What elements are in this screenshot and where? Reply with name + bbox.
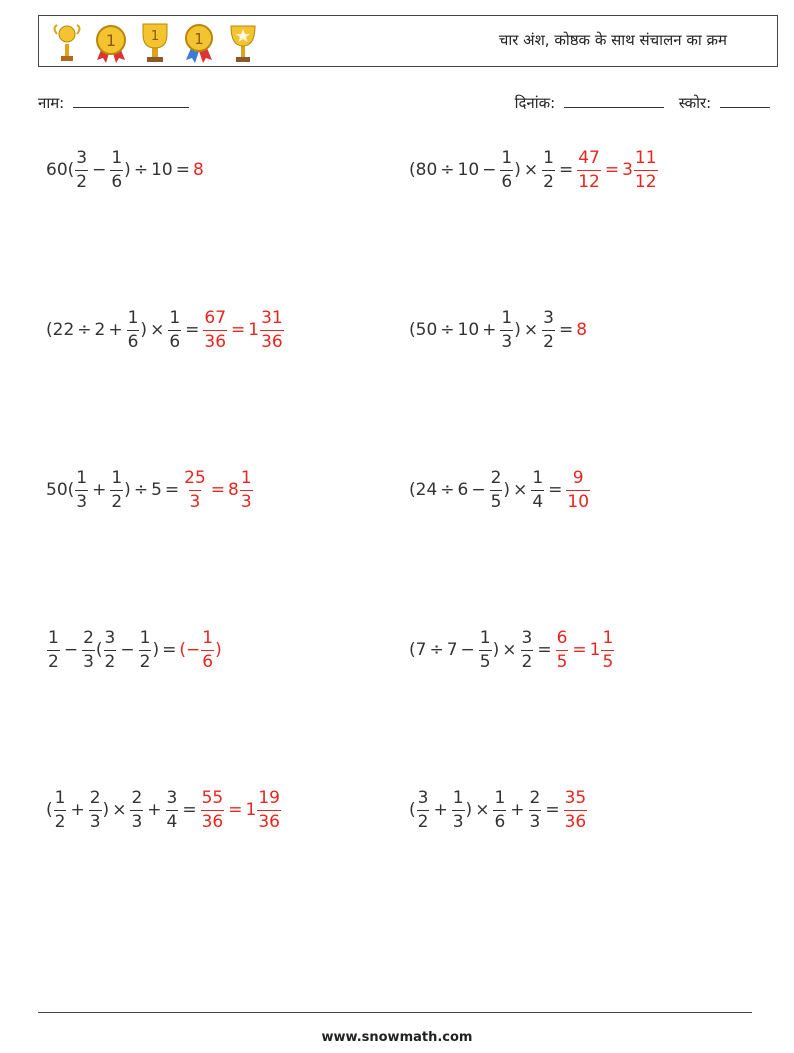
- date-score-field: [515, 93, 770, 113]
- problem-9: [46, 780, 282, 840]
- operator: ÷: [429, 640, 444, 660]
- fraction: [531, 467, 544, 512]
- numerator: 1: [54, 787, 66, 808]
- operator: ×: [502, 640, 517, 660]
- denominator: 2: [543, 331, 554, 352]
- expr-text: 5: [151, 480, 162, 500]
- numerator: 1: [111, 467, 123, 488]
- answer-fraction: [182, 467, 208, 512]
- operator: =: [182, 800, 197, 820]
- expr-text: 7: [446, 640, 458, 660]
- problem-4: [409, 300, 587, 360]
- operator: ÷: [440, 480, 455, 500]
- denominator: 12: [634, 171, 657, 192]
- fraction: [634, 147, 658, 192]
- answer-mixed-number: [622, 147, 658, 192]
- numerator: 1: [602, 627, 614, 648]
- operator: ÷: [133, 480, 149, 500]
- denominator: 5: [556, 651, 568, 672]
- denominator: 10: [567, 491, 590, 512]
- denominator: 3: [76, 491, 88, 512]
- numerator: 47: [578, 147, 600, 168]
- whole-part: 1: [248, 320, 260, 340]
- svg-text:1: 1: [150, 29, 160, 44]
- denominator: 2: [48, 651, 59, 672]
- numerator: 31: [261, 307, 283, 328]
- answer-value: 8: [192, 160, 204, 180]
- footer-divider: [38, 1012, 752, 1013]
- denominator: 3: [131, 811, 143, 832]
- expr-text: ): [140, 320, 148, 340]
- numerator: 2: [529, 787, 541, 808]
- denominator: 6: [494, 811, 506, 832]
- score-label: स्कोर:: [678, 94, 712, 112]
- numerator: 3: [166, 787, 178, 808]
- numerator: 1: [139, 627, 151, 648]
- expr-text: (22: [46, 320, 75, 340]
- numerator: 35: [564, 787, 587, 808]
- answer-operator: =: [228, 800, 243, 820]
- expr-text: ): [102, 800, 110, 820]
- operator: =: [175, 160, 190, 180]
- fraction: [203, 307, 227, 352]
- answer-mixed-number: [248, 307, 284, 352]
- fraction: [54, 787, 67, 832]
- fraction: [556, 627, 569, 672]
- numerator: 1: [202, 627, 214, 648]
- expr-text: 50(: [46, 480, 75, 500]
- answer-fraction: [200, 627, 215, 672]
- numerator: 3: [521, 627, 533, 648]
- numerator: 3: [104, 627, 116, 648]
- numerator: 1: [452, 787, 464, 808]
- expr-text: (50: [409, 320, 438, 340]
- answer-fraction: [202, 307, 228, 352]
- numerator: 1: [479, 627, 491, 648]
- denominator: 36: [204, 331, 227, 352]
- numerator: 1: [543, 147, 554, 168]
- denominator: 6: [127, 331, 139, 352]
- numerator: 2: [89, 787, 101, 808]
- numerator: 1: [501, 307, 513, 328]
- fraction: [257, 787, 281, 832]
- fraction: [89, 787, 102, 832]
- numerator: 2: [490, 467, 502, 488]
- operator: =: [548, 480, 563, 500]
- numerator: 3: [417, 787, 429, 808]
- numerator: 2: [83, 627, 94, 648]
- expr-text: (: [46, 800, 53, 820]
- numerator: 2: [131, 787, 143, 808]
- operator: ×: [475, 800, 490, 820]
- denominator: 5: [479, 651, 491, 672]
- denominator: 6: [202, 651, 214, 672]
- fraction: [110, 147, 123, 192]
- whole-part: 8: [228, 480, 239, 500]
- numerator: 55: [201, 787, 224, 808]
- denominator: 6: [169, 331, 181, 352]
- whole-part: 1: [589, 640, 601, 660]
- denominator: 3: [501, 331, 513, 352]
- answer-fraction: [565, 467, 591, 512]
- answer-fraction: [200, 787, 226, 832]
- denominator: 36: [261, 331, 283, 352]
- expr-text: (7: [409, 640, 427, 660]
- fraction: [183, 467, 207, 512]
- fraction: [201, 627, 214, 672]
- fraction: [166, 787, 179, 832]
- denominator: 4: [166, 811, 178, 832]
- numerator: 11: [634, 147, 657, 168]
- expr-text: 2: [94, 320, 106, 340]
- fraction: [47, 627, 60, 672]
- operator: −: [63, 640, 79, 660]
- expr-text: 60(: [46, 160, 75, 180]
- numerator: 3: [543, 307, 554, 328]
- svg-text:1: 1: [194, 30, 204, 48]
- expr-text: (: [95, 640, 103, 660]
- denominator: 2: [111, 491, 123, 512]
- expr-text: ): [503, 480, 511, 500]
- answer-fraction: [563, 787, 589, 832]
- fraction: [82, 627, 95, 672]
- numerator: 19: [258, 787, 280, 808]
- denominator: 3: [189, 491, 201, 512]
- problem-6: [409, 460, 591, 520]
- denominator: 36: [201, 811, 224, 832]
- numerator: 1: [532, 467, 544, 488]
- answer-operator: =: [604, 160, 620, 180]
- expr-text: ): [124, 480, 131, 500]
- numerator: 1: [501, 147, 513, 168]
- operator: +: [147, 800, 162, 820]
- denominator: 2: [76, 171, 88, 192]
- expr-text: (: [409, 800, 416, 820]
- denominator: 36: [258, 811, 280, 832]
- fraction: [110, 467, 123, 512]
- operator: −: [120, 640, 135, 660]
- fraction: [75, 467, 88, 512]
- fraction: [130, 787, 143, 832]
- denominator: 2: [543, 171, 554, 192]
- answer-operator: =: [572, 640, 587, 660]
- denominator: 6: [501, 171, 513, 192]
- operator: ×: [523, 320, 539, 340]
- expr-text: ): [492, 640, 500, 660]
- fraction: [542, 147, 555, 192]
- operator: ×: [150, 320, 165, 340]
- svg-text:1: 1: [105, 31, 117, 50]
- denominator: 5: [602, 651, 614, 672]
- denominator: 2: [104, 651, 116, 672]
- operator: =: [537, 640, 552, 660]
- worksheet-title: चार अंश, कोष्ठक के साथ संचालन का क्रम: [498, 31, 727, 49]
- fraction: [529, 787, 542, 832]
- date-label: दिनांक:: [514, 94, 556, 112]
- fraction: [542, 307, 555, 352]
- numerator: 1: [169, 307, 181, 328]
- denominator: 5: [490, 491, 502, 512]
- expr-text: (80: [409, 160, 438, 180]
- operator: +: [108, 320, 123, 340]
- denominator: 2: [54, 811, 66, 832]
- numerator: 6: [556, 627, 568, 648]
- fraction: [577, 147, 601, 192]
- denominator: 3: [240, 491, 252, 512]
- numerator: 1: [48, 627, 59, 648]
- expr-text: 10: [457, 320, 480, 340]
- name-field: [38, 93, 189, 113]
- operator: =: [162, 640, 177, 660]
- answer-mixed-number: [589, 627, 616, 672]
- operator: −: [92, 160, 107, 180]
- denominator: 36: [564, 811, 587, 832]
- expr-text: ): [124, 160, 131, 180]
- problem-5: [46, 460, 254, 520]
- expr-text: 10: [457, 160, 480, 180]
- denominator: 2: [521, 651, 533, 672]
- answer-mixed-number: [228, 467, 254, 512]
- answer-fraction: [576, 147, 602, 192]
- fraction: [490, 467, 503, 512]
- operator: ×: [513, 480, 528, 500]
- problem-3: [46, 300, 285, 360]
- fraction: [75, 147, 88, 192]
- ribbon-medal-icon: [181, 20, 217, 64]
- denominator: 12: [578, 171, 600, 192]
- fraction: [127, 307, 140, 352]
- operator: ÷: [133, 160, 149, 180]
- name-label: नाम:: [38, 94, 65, 112]
- operator: +: [510, 800, 525, 820]
- numerator: 3: [76, 147, 88, 168]
- name-blank[interactable]: [73, 93, 189, 108]
- problem-1: [46, 140, 204, 200]
- expr-text: ): [514, 160, 521, 180]
- operator: +: [92, 480, 107, 500]
- fraction: [168, 307, 181, 352]
- operator: =: [558, 320, 574, 340]
- trophy-icon: [49, 20, 85, 64]
- problem-2: [409, 140, 659, 200]
- operator: +: [482, 320, 497, 340]
- denominator: 3: [89, 811, 101, 832]
- header-box: [38, 15, 778, 67]
- denominator: 2: [417, 811, 429, 832]
- fraction: [452, 787, 465, 832]
- numerator: 1: [76, 467, 88, 488]
- numerator: 9: [572, 467, 584, 488]
- fraction: [493, 787, 506, 832]
- fraction: [479, 627, 492, 672]
- fraction: [139, 627, 152, 672]
- answer-fraction: [555, 627, 570, 672]
- denominator: 6: [111, 171, 123, 192]
- denominator: 3: [452, 811, 464, 832]
- expr-text: ): [514, 320, 521, 340]
- operator: −: [482, 160, 497, 180]
- whole-part: 3: [622, 160, 633, 180]
- cup-icon: [137, 20, 173, 64]
- fraction: [500, 307, 513, 352]
- date-blank[interactable]: [564, 93, 664, 108]
- numerator: 25: [184, 467, 206, 488]
- operator: ×: [112, 800, 127, 820]
- denominator: 4: [532, 491, 544, 512]
- fraction: [240, 467, 253, 512]
- fraction: [417, 787, 430, 832]
- problem-10: [409, 780, 588, 840]
- numerator: 1: [494, 787, 506, 808]
- operator: −: [471, 480, 486, 500]
- operator: =: [558, 160, 574, 180]
- score-blank[interactable]: [720, 93, 770, 108]
- fraction: [201, 787, 225, 832]
- answer-text: (−: [179, 640, 201, 660]
- denominator: 3: [529, 811, 541, 832]
- operator: =: [164, 480, 180, 500]
- operator: =: [545, 800, 560, 820]
- numerator: 67: [204, 307, 227, 328]
- footer-site: www.snowmath.com: [321, 1030, 473, 1045]
- expr-text: ): [465, 800, 473, 820]
- answer-operator: =: [210, 480, 226, 500]
- fraction: [104, 627, 117, 672]
- fraction: [521, 627, 534, 672]
- operator: ÷: [440, 160, 455, 180]
- numerator: 1: [111, 147, 123, 168]
- fraction: [564, 787, 588, 832]
- answer-operator: =: [231, 320, 246, 340]
- expr-text: 10: [151, 160, 173, 180]
- star-cup-icon: [225, 20, 261, 64]
- operator: −: [460, 640, 475, 660]
- denominator: 3: [83, 651, 94, 672]
- fraction: [566, 467, 590, 512]
- fraction: [260, 307, 284, 352]
- expr-text: 6: [457, 480, 469, 500]
- expr-text: ): [152, 640, 160, 660]
- denominator: 2: [139, 651, 151, 672]
- operator: =: [185, 320, 200, 340]
- fraction: [500, 147, 513, 192]
- answer-value: 8: [576, 320, 588, 340]
- problem-8: [409, 620, 615, 680]
- answer-text: ): [215, 640, 222, 660]
- whole-part: 1: [245, 800, 257, 820]
- operator: ÷: [440, 320, 455, 340]
- header-icons: [49, 20, 261, 64]
- operator: +: [70, 800, 85, 820]
- numerator: 1: [127, 307, 139, 328]
- problem-7: [46, 620, 222, 680]
- numerator: 1: [240, 467, 252, 488]
- operator: ÷: [77, 320, 92, 340]
- operator: +: [433, 800, 448, 820]
- operator: ×: [523, 160, 539, 180]
- expr-text: (24: [409, 480, 438, 500]
- medal-icon: [93, 20, 129, 64]
- fraction: [601, 627, 614, 672]
- answer-mixed-number: [245, 787, 281, 832]
